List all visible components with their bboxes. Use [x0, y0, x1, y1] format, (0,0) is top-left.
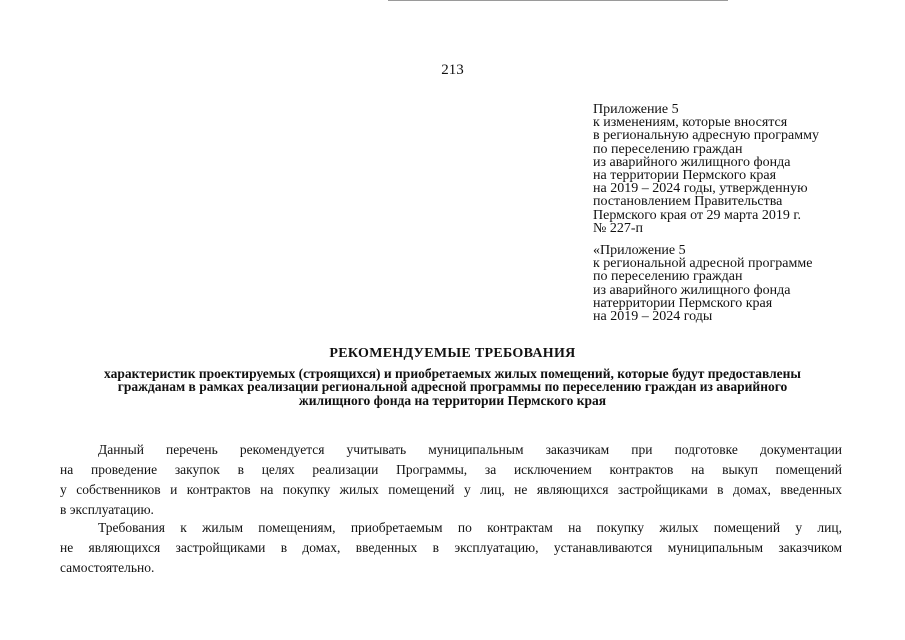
subtitle-line: характеристик проектируемых (строящихся) и приобретаемых жилых помещений, которые будут предоставлены — [104, 366, 801, 381]
paragraph-line: самостоятельно. — [60, 560, 155, 575]
appendix-program-block — [593, 244, 812, 323]
paragraph-line: у собственников и контрактов на покупку жилых помещений у лиц, не являющихся застройщиками в домах, введенных — [60, 482, 842, 497]
top-rule — [388, 0, 728, 1]
appendix-amendment-line: Пермского края от 29 марта 2019 г. — [593, 207, 802, 223]
appendix-program-line: натерритории Пермского края — [593, 295, 773, 311]
paragraph-line: в эксплуатацию. — [60, 502, 154, 517]
appendix-amendment-line: на территории Пермского края — [593, 168, 777, 184]
appendix-amendment-block — [593, 103, 819, 235]
appendix-amendment-line: постановлением Правительства — [593, 194, 783, 210]
paragraph-1 — [60, 440, 842, 520]
paragraph-2 — [60, 518, 842, 578]
paragraph-line: Требования к жилым помещениям, приобретаемым по контрактам на покупку жилых помещений у лиц, — [98, 520, 842, 535]
appendix-amendment-line: на 2019 – 2024 годы, утвержденную — [593, 181, 808, 197]
appendix-program-line: «Приложение 5 — [593, 243, 686, 258]
paragraph-line: не являющихся застройщиками в домах, введенных в эксплуатацию, устанавливаются муниципальным заказчиком — [60, 540, 842, 555]
appendix-program-line: по переселению граждан — [593, 269, 743, 285]
appendix-amendment-line: № 227-п — [593, 220, 644, 236]
subtitle-line: гражданам в рамках реализации региональной адресной программы по переселению граждан из аварийного — [117, 379, 788, 395]
appendix-amendment-line: Приложение 5 — [593, 102, 679, 117]
subtitle-line: жилищного фонда на территории Пермского края — [298, 392, 607, 408]
appendix-amendment-line: к изменениям, которые вносятся — [593, 115, 788, 131]
appendix-amendment-line: по переселению граждан — [593, 141, 743, 157]
page-number: 213 — [441, 62, 464, 78]
appendix-program-line: из аварийного жилищного фонда — [593, 282, 791, 298]
appendix-program-line: на 2019 – 2024 годы — [593, 309, 713, 325]
appendix-program-line: к региональной адресной программе — [593, 256, 813, 272]
paragraph-line: на проведение закупок в целях реализации Программы, за исключением контрактов на выкуп помещений — [60, 462, 842, 477]
document-subtitle — [60, 367, 845, 407]
appendix-amendment-line: из аварийного жилищного фонда — [593, 154, 791, 170]
document-title: РЕКОМЕНДУЕМЫЕ ТРЕБОВАНИЯ — [329, 346, 576, 361]
paragraph-line: Данный перечень рекомендуется учитывать муниципальным заказчикам при подготовке документации — [98, 442, 842, 457]
appendix-amendment-line: в региональную адресную программу — [593, 128, 819, 144]
